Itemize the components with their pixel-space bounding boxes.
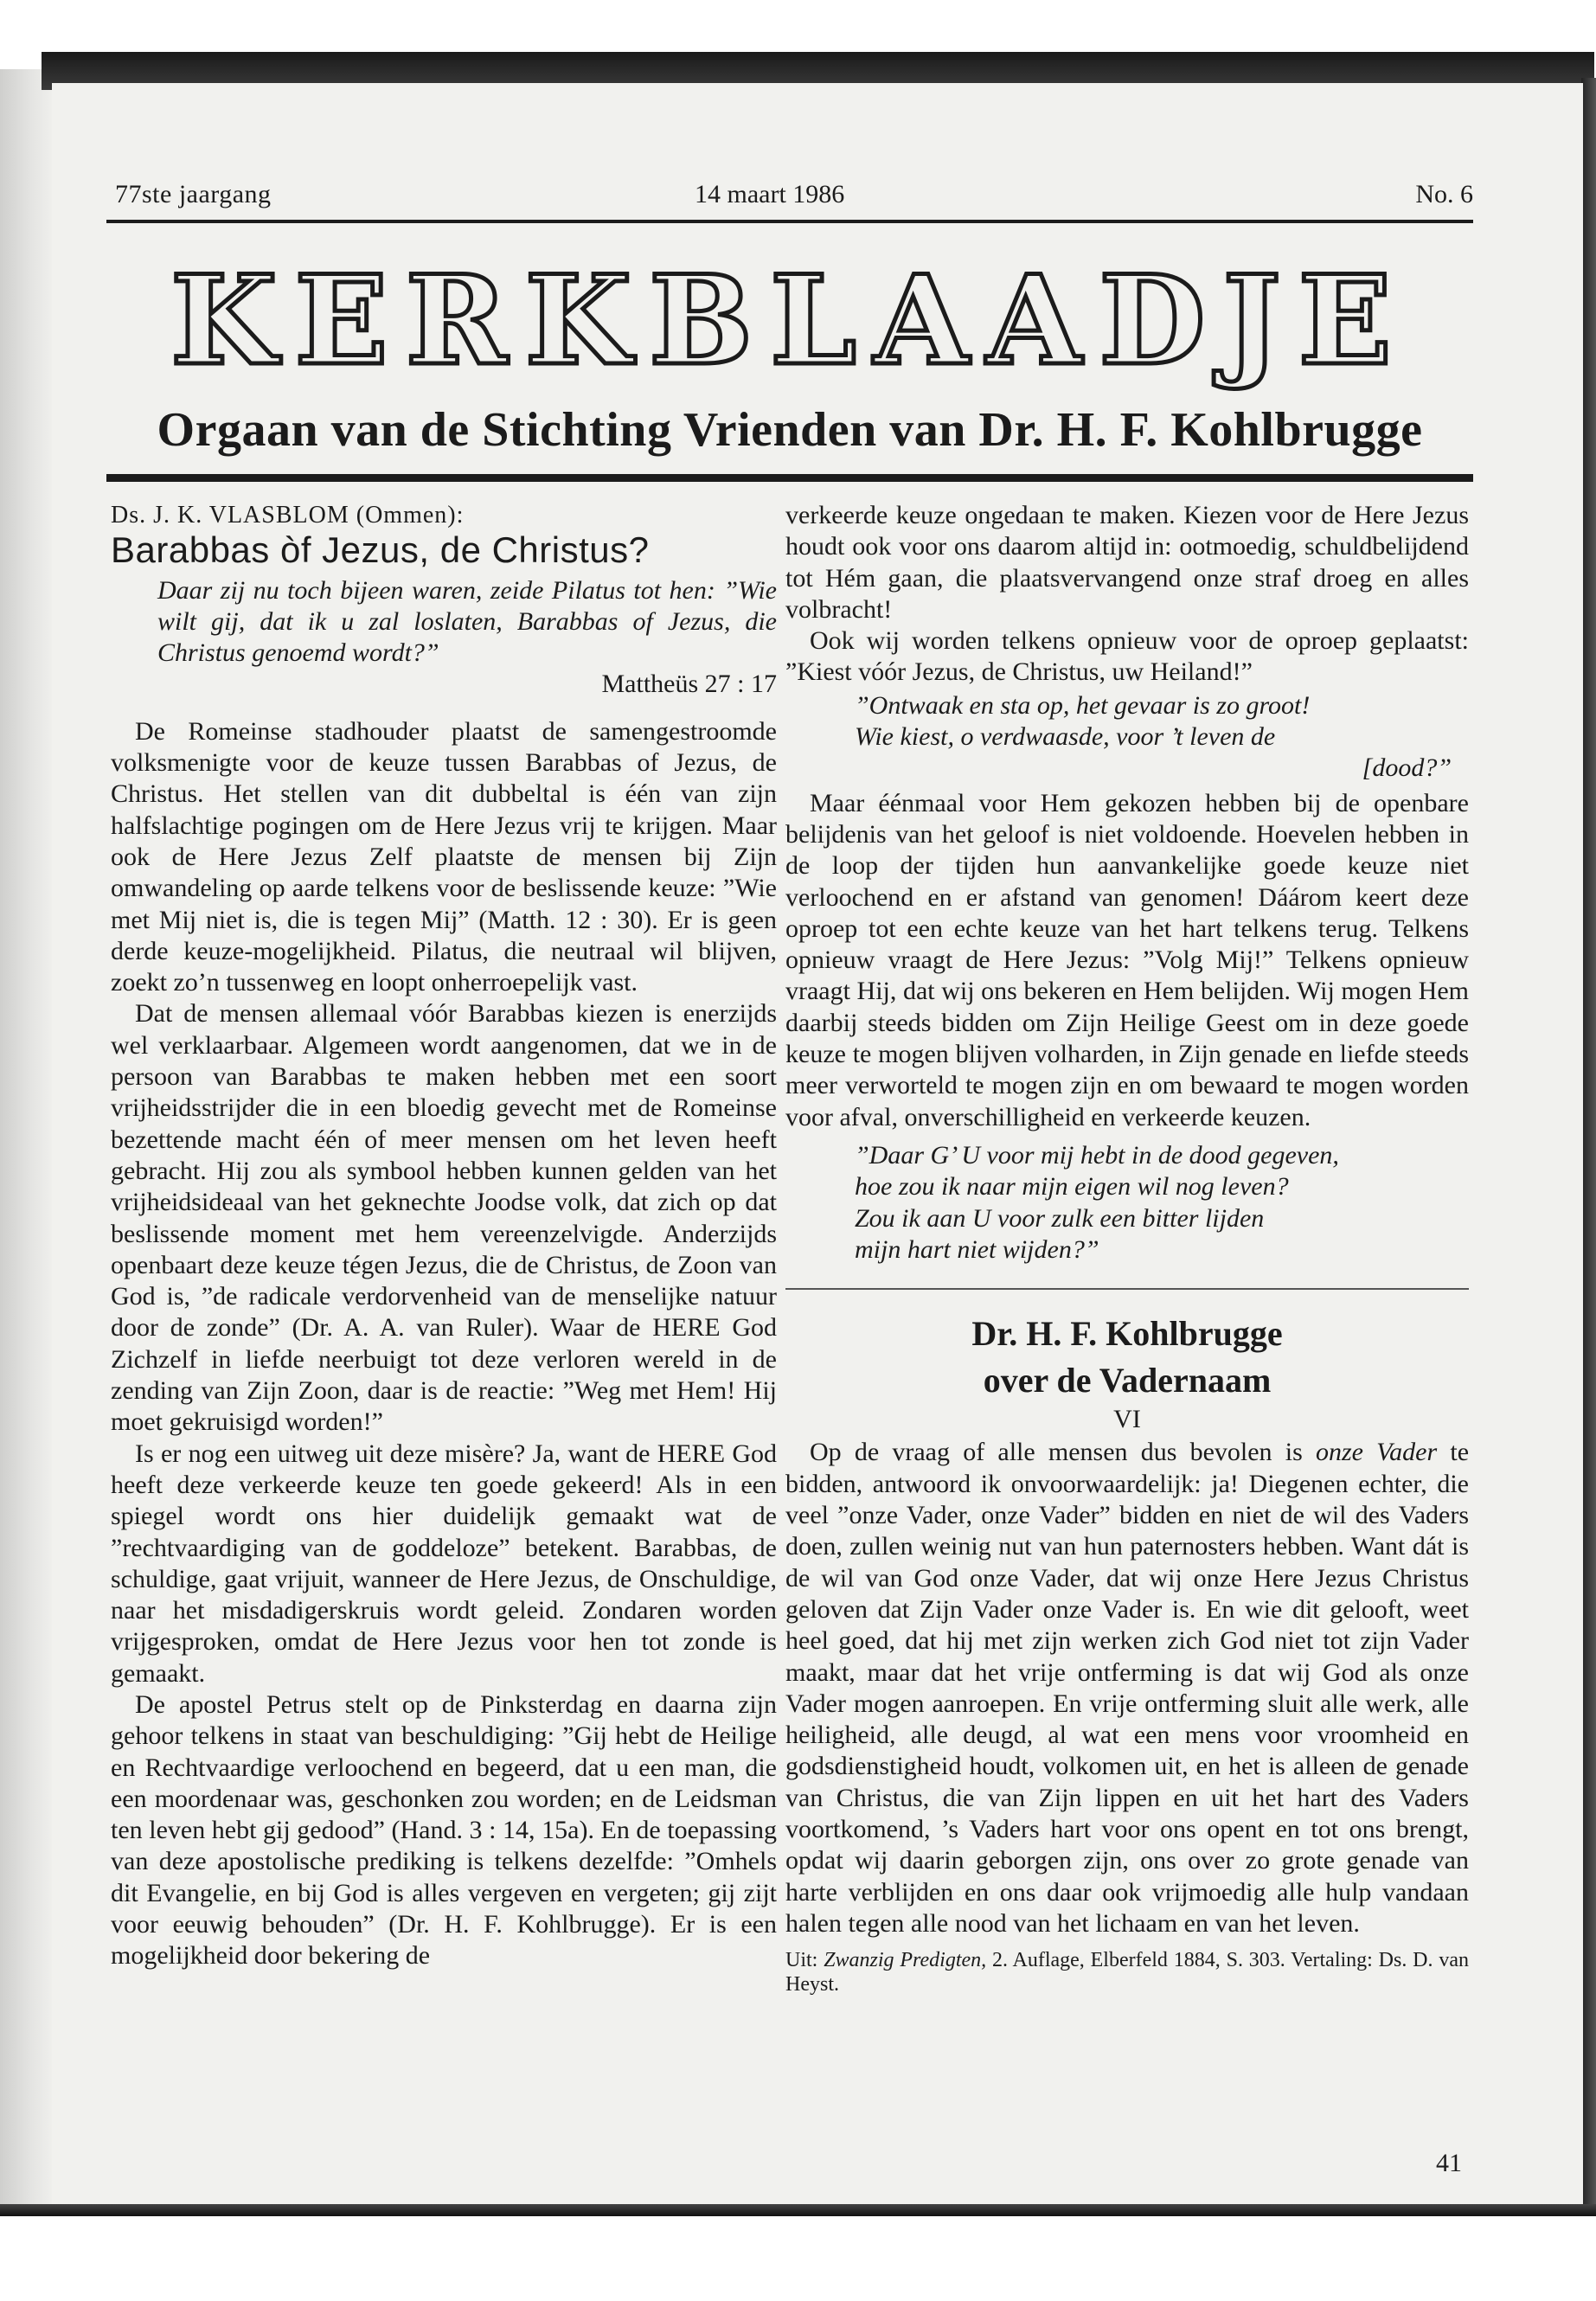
article-title: Barabbas òf Jezus, de Christus? (111, 529, 650, 571)
poem-line: [dood?” (1362, 753, 1452, 783)
source-citation (785, 1948, 1469, 1997)
source-prefix: Uit: (785, 1949, 824, 1972)
poem-stanza (855, 1140, 1469, 1266)
issue-date: 14 maart 1986 (695, 180, 845, 208)
paragraph: De Romeinse stadhouder plaatst de samengestroomde volksmenigte voor de keuze tussen Barabbas of Jezus, de Christus. Het stellen van dit dubbeltal is één van zijn halfslachtige pogingen om de Here Jezus vrij te krijgen. Maar ook de Here Jezus Zelf plaatste de mensen bij Zijn omwandeling op aarde telkens voor de beslissende keuze: ”Wie met Mij niet is, die is tegen Mij” (Matth. 12 : 30). Er is geen derde keuze-mogelijkheid. Pilatus, die neutraal wil blijven, zoekt zo’n tussenweg en loopt onherroepelijk vast. (111, 716, 777, 997)
poem-line: ”Daar G’ U voor mij hebt in de dood gegeven, (855, 1140, 1339, 1170)
scan-shadow-right (1581, 78, 1596, 2214)
poem-line: Zou ik aan U voor zulk een bitter lijden (855, 1203, 1265, 1233)
epigraph-reference: Mattheüs 27 : 17 (601, 670, 777, 699)
left-column (111, 500, 777, 1972)
masthead-subtitle: Orgaan van de Stichting Vrienden van Dr. H. F. Kohlbrugge (157, 403, 1423, 457)
paragraph: verkeerde keuze ongedaan te maken. Kiezen voor de Here Jezus houdt ook voor ons daarom altijd in: ootmoedig, schuldbelijdend tot Hém gaan, die plaatsvervangend onze straf droeg en alles volbracht! (785, 501, 1469, 624)
paragraph: Is er nog een uitweg uit deze misère? Ja, want de HERE God heeft deze verkeerde keuze ten goede gekeerd! Als in een spiegel wordt ons hier duidelijk gemaakt wat de ”rechtvaardiging van de goddeloze” betekent. Barabbas, de schuldige, gaat vrijuit, wanneer de Here Jezus, de Onschuldige, naar het misdadigerskruis wordt geleid. Zondaren worden vrijgesproken, omdat de Here Jezus voor hen tot zonde is gemaakt. (111, 1439, 777, 1688)
issue-number: No. 6 (1415, 180, 1473, 208)
page-number: 41 (1436, 2149, 1462, 2177)
paragraph: De apostel Petrus stelt op de Pinksterdag en daarna zijn gehoor telkens in staat van beschuldiging: ”Gij hebt de Heilige en Rechtvaardige verloochend en begeerd, dat u een man, die een moordenaar was, geschonken zou worden; en de Leidsman ten leven hebt gij gedood” (Hand. 3 : 14, 15a). En de toepassing van deze apostolische prediking is telkens dezelfde: ”Omhels dit Evangelie, en bij God is alles vergeven en vergeten; gij zijt voor eeuwig behouden” (Dr. H. F. Kohlbrugge). Er is een mogelijkheid door bekering de (111, 1689, 777, 1971)
epigraph: Daar zij nu toch bijeen waren, zeide Pilatus tot hen: ”Wie wilt gij, dat ik u zal loslaten, Barabbas of Jezus, die Christus genoemd wordt?” (157, 575, 777, 668)
masthead-rule (106, 474, 1473, 482)
masthead-title: KERKBLAADJE (170, 249, 1409, 393)
article-author: Ds. J. K. VLASBLOM (Ommen): (111, 502, 465, 529)
section-title: Dr. H. F. Kohlbrugge (971, 1314, 1283, 1354)
section-divider (785, 1288, 1469, 1290)
paragraph: Dat de mensen allemaal vóór Barabbas kiezen is enerzijds wel verklaarbaar. Algemeen wordt aangenomen, dat we in de persoon van Barabbas te maken hebben met een soort vrijheidsstrijder die in een bloedig gevecht met de Romeinse bezettende macht één of meer mensen om het leven heeft gebracht. Hij zou als symbool hebben kunnen gelden van het vrijheidsideaal van het geknechte Joodse volk, dat zich op dat beslissende moment met hem vereenzelvigde. Anderzijds openbaart deze keuze tégen Jezus, die de Christus, de Zoon van God is, ”de radicale verdorvenheid van de menselijke natuur door de zonde” (Dr. A. A. van Ruler). Waar de HERE God Zichzelf in liefde neerbuigt tot deze verloren wereld in de zending van Zijn Zoon, daar is de reactie: ”Weg met Hem! Hij moet gekruisigd worden!” (111, 999, 777, 1437)
italic-phrase: onze Vader (1315, 1438, 1438, 1467)
scan-shadow-left (0, 69, 52, 2214)
source-title: Zwanzig Predigten, (824, 1949, 987, 1972)
header-row (106, 180, 1473, 215)
section-subtitle: over de Vadernaam (983, 1361, 1272, 1400)
poem-line: mijn hart niet wijden?” (855, 1234, 1099, 1264)
poem-line: ”Ontwaak en sta op, het gevaar is zo groot! (855, 690, 1311, 720)
volume-label: 77ste jaargang (115, 180, 272, 208)
text-run: Op de vraag of alle mensen dus bevolen is (810, 1438, 1316, 1467)
scan-shadow-bottom (0, 2204, 1596, 2216)
poem-stanza (855, 690, 1469, 785)
right-column (785, 500, 1469, 1997)
poem-line: Wie kiest, o verdwaasde, voor ’t leven de (855, 722, 1276, 752)
poem-line: hoe zou ik naar mijn eigen wil nog leven? (855, 1172, 1289, 1202)
paragraph: Ook wij worden telkens opnieuw voor de oproep geplaatst: ”Kiest vóór Jezus, de Christus, uw Heiland!” (785, 626, 1469, 687)
header-rule (106, 220, 1473, 223)
paragraph (785, 1437, 1469, 1939)
section-part-number: VI (1113, 1405, 1141, 1434)
text-run: te bidden, antwoord ik onvoorwaardelijk: ja! Diegenen echter, die veel ”onze Vader, onze Vader” bidden en niet de wil des Vaders doen, zullen weinig nut van hun paternosters hebben. Want dát is de wil van God onze Vader, dat wij onze Here Jezus Christus geloven dat Zijn Vader onze Vader is. En wie dit gelooft, weet heel goed, dat hij met zijn werken zich God niet tot zijn Vader maakt, maar dat het vrije ontferming is dat wij God als onze Vader mogen aanroepen. En vrije ontferming sluit alle werk, alle heiligheid, alle deugd, al wat een mens voor vroomheid en godsdienstigheid houdt, volkomen uit, en het is alleen de genade van Christus, die van Zijn lippen en uit het hart des Vaders voortkomend, ’s Vaders hart voor ons opent en tot ons brengt, opdat wij daarin geborgen zijn, ons over zo grote genade van harte verblijden en ons daar ook vrijmoedig alle hulp vandaan halen tegen alle nood van het lichaam en van het leven. (785, 1438, 1470, 1938)
source-details: 2. Auflage, Elberfeld 1884, S. 303. Vertaling: Ds. D. van Heyst. (785, 1949, 1469, 1997)
paragraph: Maar éénmaal voor Hem gekozen hebben bij de openbare belijdenis van het geloof is niet voldoende. Hoevelen hebben in de loop der tijden hun aanvankelijke goede keuze niet verloochend en er afstand van genomen! Dáárom keert deze oproep tot een echte keuze van het hart telkens terug. Telkens opnieuw vraagt de Here Jezus: ”Volg Mij!” Telkens opnieuw vraagt Hij, dat wij ons bekeren en Hem belijden. Wij mogen Hem daarbij steeds bidden om Zijn Heilige Geest om in deze goede keuze te mogen blijven volharden, in Zijn genade en liefde steeds meer verworteld te mogen zijn en om bewaard te mogen worden voor afval, onverschilligheid en verkeerde keuzen. (785, 788, 1469, 1131)
